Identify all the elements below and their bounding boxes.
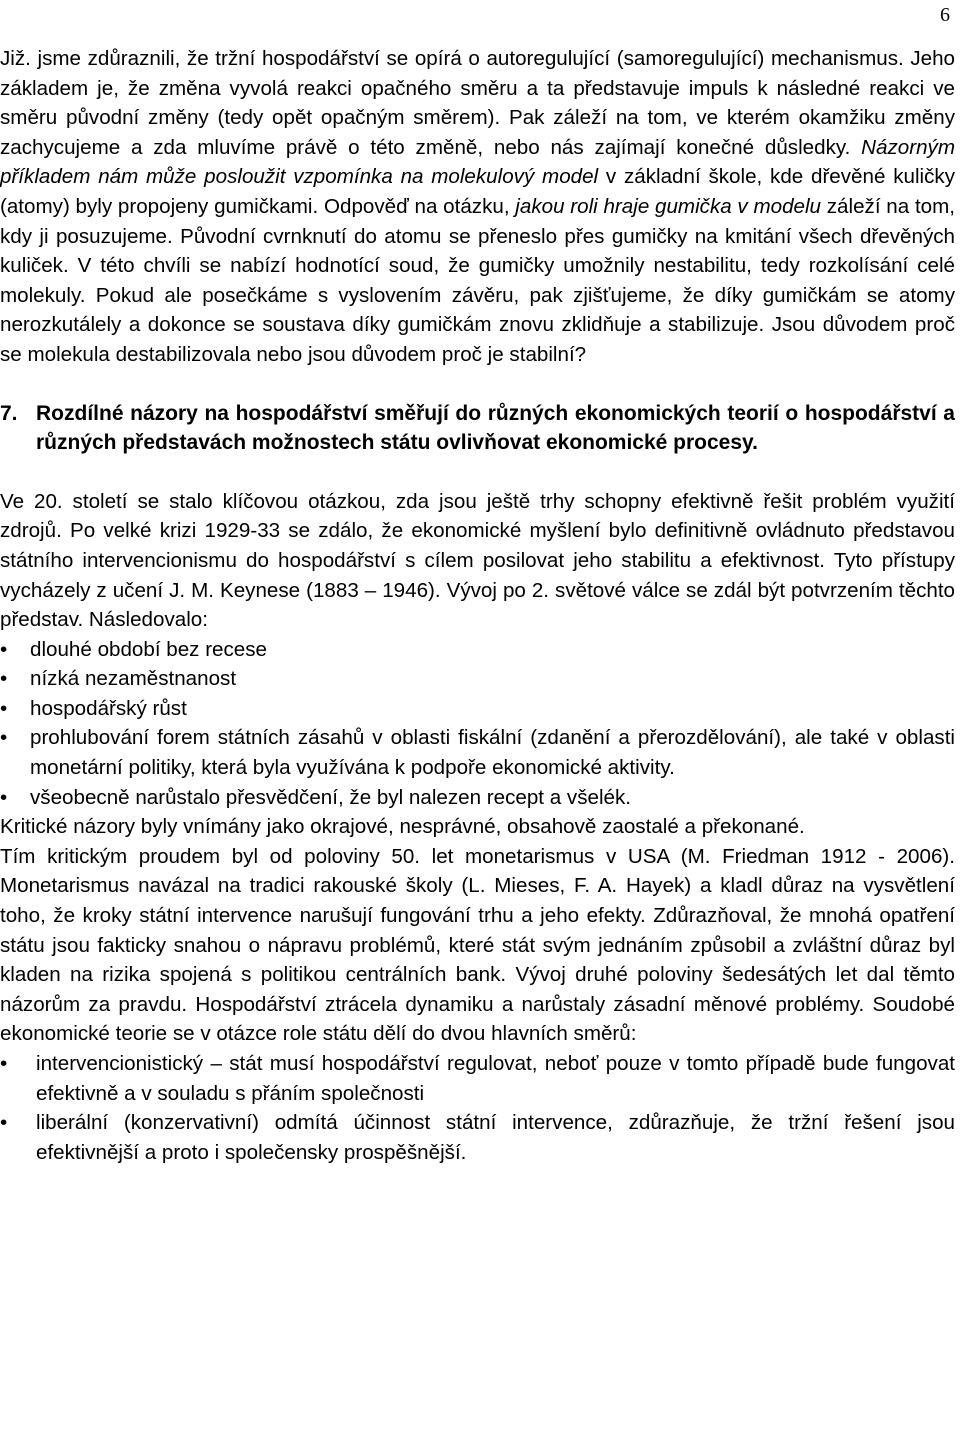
intro-paragraph	[0, 44, 955, 370]
paragraph-critical: Kritické názory byly vnímány jako okrajové, nesprávné, obsahově zaostalé a překonané.	[0, 815, 805, 839]
intro-text-2: v základní škole, kde dřevěné kuličky (atomy) byly propojeny gumičkami. Odpověď na otázku,	[0, 165, 955, 218]
intro-text-3: záleží na tom, kdy ji posuzujeme. Původní cvrnknutí do atomu se přeneslo přes gumičky na kmitání všech dřevěných kuliček. V této chvíli se nabízí hodnotící soud, že gumičky umožnily nestabilitu, tedy rozkolísání celé molekuly. Pokud ale posečkáme s vyslovením závěru, pak zjišťujeme, že díky gumičkám se atomy nerozkutálely a dokonce se soustava díky gumičkám znovu zklidňuje a stabilizuje. Jsou důvodem proč se molekula destabilizovala nebo jsou důvodem proč je stabilní?	[0, 194, 955, 366]
page-content	[0, 44, 955, 1167]
intro-italic-2: jakou roli hraje gumička v modelu	[515, 194, 822, 218]
list-item: • všeobecně narůstalo přesvědčení, že byl nalezen recept a všelék.	[0, 783, 955, 813]
list-item: • prohlubování forem státních zásahů v oblasti fiskální (zdanění a přerozdělování), ale také v oblasti monetární politiky, která byla využívána k podpoře ekonomické aktivity.	[0, 723, 955, 782]
list-item: • nízká nezaměstnanost	[0, 664, 955, 694]
list-item: • hospodářský růst	[0, 694, 955, 724]
section-title: Rozdílné názory na hospodářství směřují do různých ekonomických teorií o hospodářství a různých představách možnostech státu ovlivňovat ekonomické procesy.	[36, 401, 955, 455]
intro-text-1: Již. jsme zdůraznili, že tržní hospodářství se opírá o autoregulující (samoregulující) mechanismus. Jeho základem je, že změna vyvolá reakci opačného směru a ta představuje impuls k následné reakci ve směru původní změny (tedy opět opačným směrem). Pak záleží na tom, ve kterém okamžiku změny zachycujeme a zda mluvíme právě o této změně, nebo nás zajímají konečné důsledky.	[0, 47, 955, 159]
list-item: • liberální (konzervativní) odmítá účinnost státní intervence, zdůrazňuje, že tržní řešení jsou efektivnější a proto i společensky prospěšnější.	[0, 1108, 955, 1167]
consequences-list	[0, 635, 955, 813]
section-number: 7.	[0, 401, 18, 425]
page-number: 6	[940, 4, 950, 26]
list-item: • intervencionistický – stát musí hospodářství regulovat, neboť pouze v tomto případě bude fungovat efektivně a v souladu s přáním společnosti	[0, 1049, 955, 1108]
section-heading	[0, 399, 955, 458]
paragraph-monetarism: Tím kritickým proudem byl od poloviny 50. let monetarismus v USA (M. Friedman 1912 - 2006). Monetarismus navázal na tradici rakouské školy (L. Mieses, F. A. Hayek) a kladl důraz na vysvětlení toho, že kroky státní intervence narušují fungování trhu a jeho efekty. Zdůrazňoval, že mnohá opatření státu jsou fakticky snahou o nápravu problémů, které stát svým jednáním způsobil a zvláštní důraz byl kladen na rizika spojená s politikou centrálních bank. Vývoj druhé poloviny šedesátých let dal těmto názorům za pravdu. Hospodářství ztrácela dynamiku a narůstaly zásadní měnové problémy. Soudobé ekonomické teorie se v otázce role státu dělí do dvou hlavních směrů:	[0, 844, 955, 1046]
directions-list	[0, 1049, 955, 1167]
paragraph-keynes: Ve 20. století se stalo klíčovou otázkou, zda jsou ještě trhy schopny efektivně řešit problém využití zdrojů. Po velké krizi 1929-33 se zdálo, že ekonomické myšlení bylo definitivně ovládnuto představou státního intervencionismu do hospodářství s cílem posilovat jeho stabilitu a efektivnost. Tyto přístupy vycházely z učení J. M. Keynese (1883 – 1946). Vývoj po 2. světové válce se zdál být potvrzením těchto představ. Následovalo:	[0, 489, 955, 632]
intro-italic-1: Názorným příkladem nám může posloužit vzpomínka na molekulový model	[0, 135, 955, 189]
list-item: • dlouhé období bez recese	[0, 635, 955, 665]
